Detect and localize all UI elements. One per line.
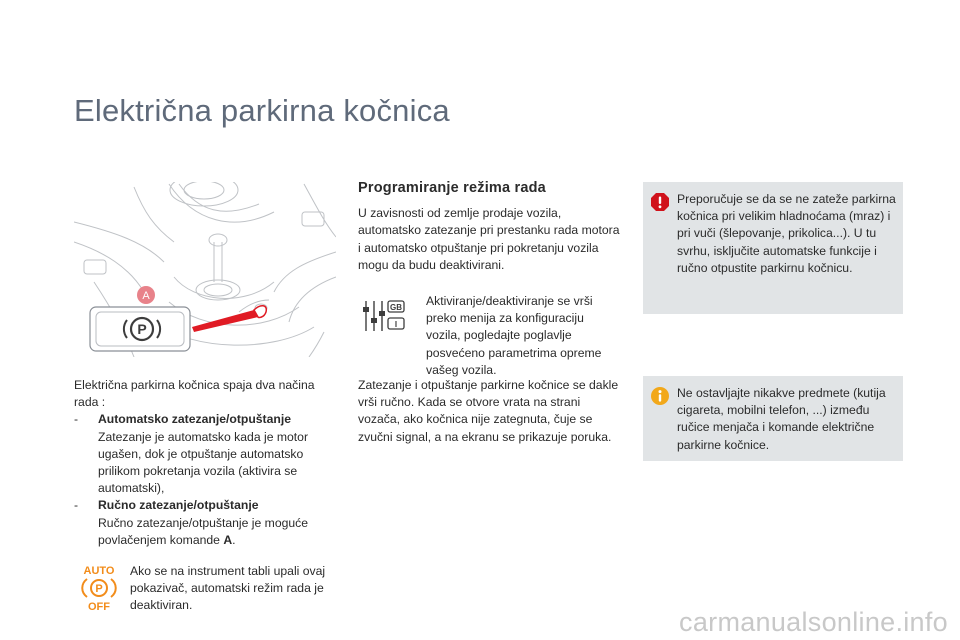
warning-box <box>643 182 903 314</box>
mode-manual-text-main: Ručno zatezanje/otpuštanje je moguće povlačenjem komande <box>98 515 309 547</box>
auto-off-text: Ako se na instrument tabli upali ovaj pokazivač, automatski režim rada je deaktiviran. <box>130 564 326 613</box>
list-dash: - <box>74 412 79 427</box>
mode-manual <box>74 497 336 549</box>
mode-manual-text <box>98 515 336 549</box>
mode-manual-title: Ručno zatezanje/otpuštanje <box>98 498 259 513</box>
parking-brake-illustration <box>74 182 336 357</box>
auto-off-warning-icon <box>80 563 118 613</box>
list-dash: - <box>74 498 79 513</box>
programming-paragraph: U zavisnosti od zemlje prodaje vozila, automatsko zatezanje pri prestanku rada motora i automatsko otpuštanje pri pokretanju vozila mogu da budu deaktivirani. <box>358 206 620 272</box>
svg-text:OFF: OFF <box>88 601 110 613</box>
info-box <box>643 376 903 461</box>
mode-automatic <box>74 411 336 497</box>
section-title: Programiranje režima rada <box>358 180 546 196</box>
svg-text:AUTO: AUTO <box>83 565 115 577</box>
modes-description <box>74 377 336 549</box>
manual-operation-note <box>358 377 620 446</box>
warning-text: Preporučuje se da se ne zateže parkirna kočnica pri velikim hladnoćama (mraz) i pri vuči (šlepovanje, prikolica...). U tu svrhu, isključite automatske funkcije i ručno otpustite parkirnu kočnicu. <box>677 192 896 275</box>
watermark: carmanualsonline.info <box>679 607 948 637</box>
manual-operation-paragraph: Zatezanje i otpuštanje parkirne kočnice se dakle vrši ručno. Kada se otvore vrata na strani vozača, ako kočnica nije zategnuta, čuje se zvučni signal, a na ekranu se prikazuje poruka. <box>358 378 619 444</box>
svg-text:I: I <box>394 320 398 329</box>
parking-brake-button-symbol: P <box>137 321 147 337</box>
svg-text:GB: GB <box>390 303 402 312</box>
mode-manual-text-end: . <box>232 532 236 547</box>
mode-automatic-title: Automatsko zatezanje/otpuštanje <box>98 412 292 427</box>
config-text: Aktiviranje/deaktiviranje se vrši preko menija za konfiguraciju vozila, pogledajte poglavlje posvećeno parametrima opreme vašeg vozila. <box>426 294 602 377</box>
info-text: Ne ostavljajte nikakve predmete (kutija cigareta, mobilni telefon, ...) između ručice menjača i komande električne parkirne kočnice. <box>677 386 886 452</box>
callout-a-label: A <box>142 290 150 302</box>
modes-intro: Električna parkirna kočnica spaja dva načina rada : <box>74 378 315 410</box>
settings-sliders-icon <box>362 299 406 333</box>
svg-text:P: P <box>95 583 103 595</box>
mode-automatic-text: Zatezanje je automatsko kada je motor ugašen, dok je otpuštanje automatsko prilikom pokretanja vozila (aktivira se automatski), <box>98 429 309 496</box>
programming-section <box>358 180 620 274</box>
mode-manual-command-ref: A <box>223 532 233 547</box>
info-icon <box>651 387 669 405</box>
page-title: Električna parkirna kočnica <box>74 93 450 128</box>
warning-icon <box>651 193 669 211</box>
